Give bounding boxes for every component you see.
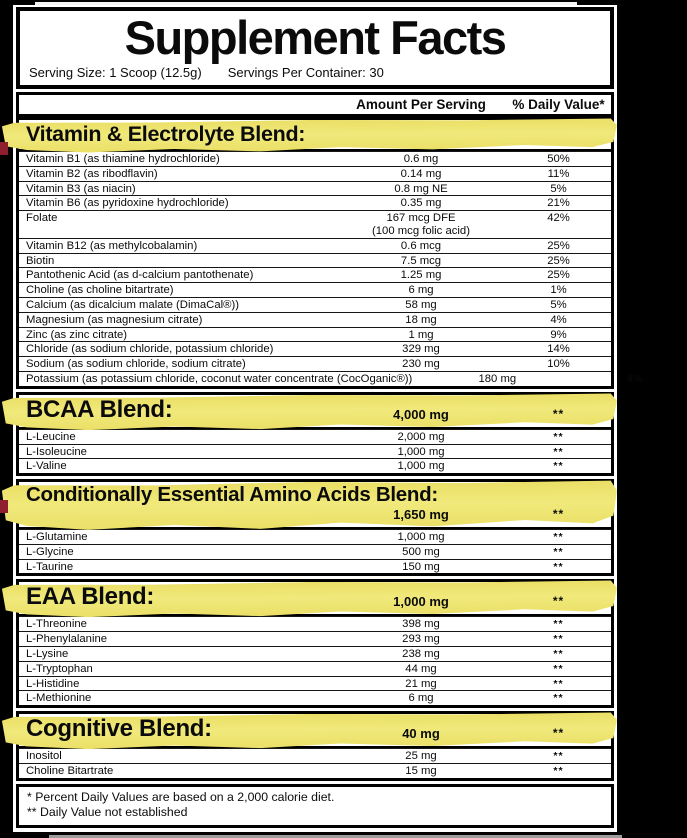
ingredient-amount-cell	[336, 765, 506, 778]
ingredient-amount: 1,000 mg	[397, 531, 445, 544]
ingredient-name: L-Valine	[26, 460, 67, 473]
ingredient-amount-cell	[336, 750, 506, 763]
ingredient-amount: 44 mg	[405, 662, 437, 675]
section-total-amount: 1,650 mg	[393, 507, 449, 523]
ingredient-row-potassium-as-potassium-chloride-coconut-water-concentrate-cocoganic	[19, 371, 643, 386]
section-box-bcaa-blend	[16, 392, 614, 476]
ingredient-amount: 0.6 mg	[403, 153, 439, 166]
ingredient-amount: 21 mg	[405, 677, 437, 690]
ingredient-dv: **	[553, 662, 564, 675]
ingredient-dv: **	[553, 633, 564, 646]
ingredient-amount-cell	[336, 561, 506, 574]
ingredient-row-chloride-as-sodium-chloride-potassium-chloride	[19, 341, 611, 356]
ingredient-dv: 4%	[626, 373, 643, 386]
ingredient-amount: 329 mg	[402, 343, 440, 356]
ingredient-amount-cell	[336, 633, 506, 646]
page-title: Supplement Facts	[124, 11, 506, 64]
ingredient-amount: 1 mg	[408, 328, 434, 341]
ingredient-name: L-Leucine	[26, 430, 76, 443]
ingredient-name: Vitamin B2 (as ribodflavin)	[26, 167, 158, 180]
ingredient-row-sodium-as-sodium-chloride-sodium-citrate	[19, 356, 611, 371]
ingredient-amount-cell	[336, 153, 506, 166]
section-dv-value: **	[552, 406, 565, 421]
ingredient-amount-cell	[336, 678, 506, 691]
ingredient-dv: **	[553, 618, 564, 631]
ingredient-dv: **	[553, 531, 564, 544]
section-title: Conditionally Essential Amino Acids Blend:	[26, 483, 438, 507]
ingredient-dv: **	[553, 749, 564, 762]
section-title: EAA Blend:	[26, 583, 155, 611]
footnote-dv-not-established: ** Daily Value not established	[27, 805, 188, 820]
ingredient-amount: 500 mg	[402, 545, 440, 558]
ingredient-name: Zinc (as zinc citrate)	[26, 328, 128, 341]
section-dv-value: **	[552, 725, 565, 740]
ingredient-dv: **	[553, 764, 564, 777]
ingredient-amount-cell	[336, 546, 506, 559]
ingredient-dv: 14%	[547, 343, 570, 356]
ingredient-amount: 398 mg	[402, 618, 440, 631]
ingredient-amount: 1.25 mg	[400, 269, 442, 282]
ingredient-amount-cell	[336, 183, 506, 196]
ingredient-dv: 9%	[550, 328, 567, 341]
marker-smudge-decor	[0, 142, 8, 155]
ingredient-name: L-Isoleucine	[26, 445, 87, 458]
ingredient-row-l-lysine	[19, 646, 611, 661]
ingredient-row-vitamin-b2-as-ribodflavin	[19, 166, 611, 181]
section-dv-value: **	[552, 507, 565, 522]
supplement-facts-label	[13, 5, 643, 832]
ingredient-amount-cell	[336, 255, 506, 268]
section-title: BCAA Blend:	[26, 395, 173, 423]
ingredient-row-magnesium-as-magnesium-citrate	[19, 312, 611, 327]
ingredient-name: Vitamin B1 (as thiamine hydrochloride)	[26, 153, 220, 166]
ingredient-dv: 1%	[550, 284, 567, 297]
ingredient-name: Magnesium (as magnesium citrate)	[26, 313, 203, 326]
footnote-daily-values: * Percent Daily Values are based on a 2,000 calorie diet.	[27, 789, 335, 804]
ingredient-name: L-Methionine	[26, 692, 92, 705]
ingredient-dv: **	[553, 692, 564, 705]
ingredient-dv: 4%	[550, 313, 567, 326]
ingredient-dv: **	[553, 430, 564, 443]
ingredient-amount-cell	[336, 431, 506, 444]
ingredient-row-l-tryptophan	[19, 661, 611, 676]
ingredient-row-vitamin-b12-as-methylcobalamin	[19, 238, 611, 253]
ingredient-row-folate	[19, 210, 611, 238]
ingredient-amount: 1,000 mg	[397, 460, 445, 473]
ingredient-amount: 238 mg	[402, 647, 440, 660]
ingredient-amount-cell	[336, 663, 506, 676]
ingredient-name: Pantothenic Acid (as d-calcium pantothenate)	[26, 269, 254, 282]
ingredient-amount: 0.6 mcg	[400, 239, 442, 252]
ingredient-dv: 42%	[547, 212, 570, 225]
ingredient-dv: 50%	[547, 153, 570, 166]
ingredient-amount-cell	[336, 460, 506, 473]
ingredient-row-pantothenic-acid-as-d-calcium-pantothenate	[19, 267, 611, 282]
ingredient-dv: **	[553, 545, 564, 558]
ingredient-amount-cell	[336, 284, 506, 297]
ingredient-amount-cell	[412, 373, 582, 386]
ingredient-amount: 7.5 mcg	[400, 254, 442, 267]
ingredient-amount: 18 mg	[405, 313, 437, 326]
ingredient-amount-cell	[336, 240, 506, 253]
section-dv-value: **	[552, 594, 565, 609]
ingredient-row-l-threonine	[19, 616, 611, 631]
sections-container	[16, 117, 643, 781]
marker-smudge-decor	[0, 500, 8, 513]
section-header-bcaa-blend	[19, 395, 611, 429]
ingredient-row-l-leucine	[19, 429, 611, 444]
ingredient-dv: 11%	[547, 167, 570, 180]
ingredient-row-vitamin-b1-as-thiamine-hydrochloride	[19, 151, 611, 166]
ingredient-row-vitamin-b6-as-pyridoxine-hydrochloride	[19, 195, 611, 210]
ingredient-row-inositol	[19, 748, 611, 763]
ingredient-row-biotin	[19, 253, 611, 268]
ingredient-row-l-valine	[19, 458, 611, 473]
ingredient-name: L-Threonine	[26, 618, 87, 631]
section-header-vitamin-electrolyte-blend	[19, 120, 611, 151]
ingredient-dv: 5%	[550, 299, 567, 312]
ingredient-name: Vitamin B3 (as niacin)	[26, 182, 136, 195]
ingredient-name: Choline Bitartrate	[26, 764, 114, 777]
ingredient-row-zinc-as-zinc-citrate	[19, 327, 611, 342]
ingredient-amount-cell	[336, 269, 506, 282]
ingredient-name: L-Histidine	[26, 677, 80, 690]
ingredient-amount-cell	[336, 197, 506, 210]
ingredient-name: L-Glycine	[26, 545, 74, 558]
ingredient-amount-cell	[336, 446, 506, 459]
section-title: Vitamin & Electrolyte Blend:	[26, 122, 306, 146]
ingredient-row-l-glycine	[19, 544, 611, 559]
column-header-row	[16, 92, 614, 117]
ingredient-row-l-isoleucine	[19, 444, 611, 459]
ingredient-amount: 15 mg	[405, 764, 437, 777]
ingredient-row-l-phenylalanine	[19, 631, 611, 646]
ingredient-name: Choline (as choline bitartrate)	[26, 284, 174, 297]
ingredient-amount: 58 mg	[405, 299, 437, 312]
section-title: Cognitive Blend:	[26, 715, 212, 743]
section-box-eaa-blend	[16, 579, 614, 708]
ingredient-amount: 6 mg	[408, 692, 434, 705]
ingredient-amount: 25 mg	[405, 749, 437, 762]
ingredient-dv: 10%	[547, 358, 570, 371]
ingredient-amount-cell	[336, 343, 506, 356]
ingredient-amount: 180 mg	[478, 373, 517, 386]
section-header-eaa-blend	[19, 582, 611, 616]
ingredient-name: L-Phenylalanine	[26, 633, 108, 646]
ingredient-row-l-histidine	[19, 676, 611, 691]
section-total-amount: 40 mg	[402, 725, 440, 741]
ingredient-name: Calcium (as dicalcium malate (DimaCal®))	[26, 299, 239, 312]
ingredient-amount: 0.14 mg	[400, 167, 442, 180]
ingredient-amount-cell	[336, 692, 506, 705]
ingredient-name: Potassium (as potassium chloride, coconut water concentrate (CocOganic®))	[26, 373, 413, 386]
ingredient-name: Inositol	[26, 749, 62, 762]
ingredient-name: Vitamin B6 (as pyridoxine hydrochloride)	[26, 197, 229, 210]
ingredient-dv: 25%	[547, 239, 570, 252]
section-total-amount	[336, 144, 506, 146]
serving-size-text: Serving Size: 1 Scoop (12.5g)	[29, 65, 202, 80]
ingredient-name: L-Lysine	[26, 647, 69, 660]
ingredient-amount-cell	[336, 648, 506, 661]
ingredient-amount-cell	[336, 618, 506, 631]
ingredient-name: Folate	[26, 212, 58, 225]
ingredient-amount-cell	[336, 212, 506, 238]
ingredient-row-vitamin-b3-as-niacin	[19, 181, 611, 196]
ingredient-amount: 293 mg	[402, 633, 440, 646]
ingredient-amount-cell	[336, 168, 506, 181]
amount-column-header: Amount Per Serving	[356, 97, 486, 112]
ingredient-name: Sodium (as sodium chloride, sodium citrate)	[26, 358, 246, 371]
ingredient-amount-cell	[336, 299, 506, 312]
ingredient-row-calcium-as-dicalcium-malate-dimacal	[19, 297, 611, 312]
serving-info	[20, 63, 610, 82]
ingredient-amount: 6 mg	[408, 284, 434, 297]
section-box-conditionally-essential-amino-acids-blend	[16, 479, 614, 576]
section-box-cognitive-blend	[16, 711, 614, 780]
ingredient-amount: 1,000 mg	[397, 445, 445, 458]
ingredient-name: L-Glutamine	[26, 531, 88, 544]
ingredient-dv: 25%	[547, 269, 570, 282]
ingredient-amount-cell	[336, 314, 506, 327]
title-box	[16, 7, 614, 89]
section-dv-value	[506, 143, 611, 146]
ingredient-dv: **	[553, 647, 564, 660]
ingredient-dv: **	[553, 560, 564, 573]
ingredient-name: Biotin	[26, 254, 55, 267]
ingredient-row-choline-as-choline-bitartrate	[19, 282, 611, 297]
ingredient-amount: 167 mcg DFE	[386, 212, 456, 225]
section-box-vitamin-electrolyte-blend	[16, 117, 643, 389]
ingredient-amount-cell	[336, 358, 506, 371]
ingredient-amount: 230 mg	[402, 358, 440, 371]
ingredient-name: Vitamin B12 (as methylcobalamin)	[26, 239, 198, 252]
ingredient-name: L-Taurine	[26, 560, 74, 573]
ingredient-dv: 25%	[547, 254, 570, 267]
ingredient-row-l-taurine	[19, 559, 611, 574]
ingredient-dv: 5%	[550, 182, 567, 195]
dv-column-header: % Daily Value*	[512, 97, 605, 112]
ingredient-row-l-methionine	[19, 690, 611, 705]
ingredient-dv: **	[553, 460, 564, 473]
ingredient-name: L-Tryptophan	[26, 662, 93, 675]
section-header-conditionally-essential-amino-acids-blend	[19, 482, 611, 529]
ingredient-amount-cell	[336, 531, 506, 544]
section-header-cognitive-blend	[19, 714, 611, 748]
ingredient-amount: 0.8 mg NE	[394, 182, 448, 195]
ingredient-amount-cell	[336, 329, 506, 342]
section-total-amount: 4,000 mg	[393, 406, 449, 422]
ingredient-name: Chloride (as sodium chloride, potassium chloride)	[26, 343, 274, 356]
ingredient-row-choline-bitartrate	[19, 763, 611, 778]
ingredient-dv: **	[553, 677, 564, 690]
servings-per-container-text: Servings Per Container: 30	[227, 65, 384, 80]
ingredient-dv: 21%	[547, 197, 570, 210]
ingredient-dv: **	[553, 445, 564, 458]
ingredient-amount: 0.35 mg	[400, 197, 442, 210]
ingredient-amount: 150 mg	[402, 560, 440, 573]
ingredient-row-l-glutamine	[19, 529, 611, 544]
ingredient-amount: 2,000 mg	[397, 430, 445, 443]
section-total-amount: 1,000 mg	[393, 594, 449, 610]
ingredient-amount-secondary: (100 mcg folic acid)	[372, 225, 470, 238]
footnote-box	[16, 784, 614, 828]
